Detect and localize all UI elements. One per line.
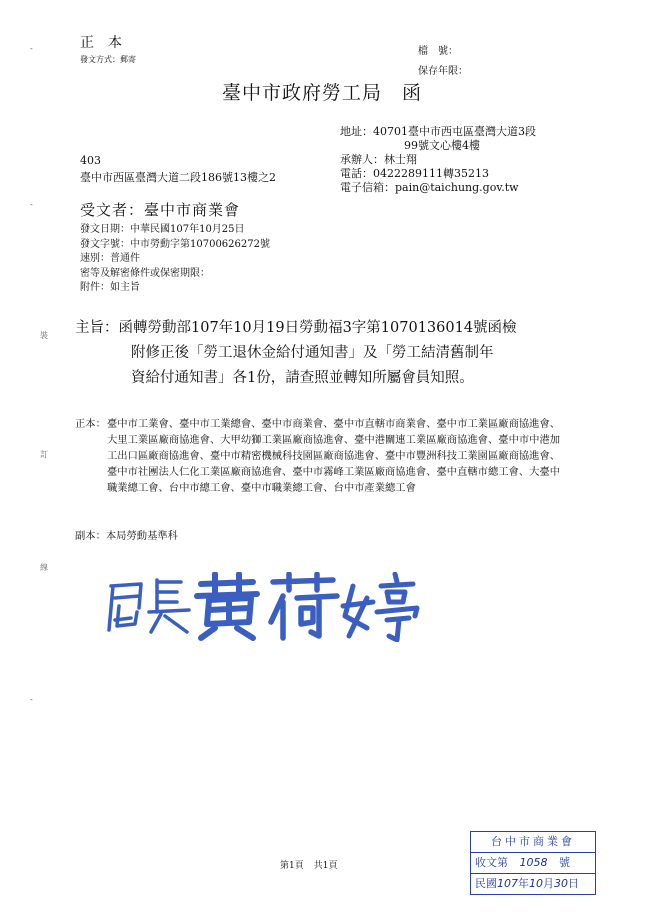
stamp-receipt-no: 1058: [519, 856, 548, 869]
security-level: 密等及解密條件或保密期限：: [80, 267, 210, 279]
address-line1: 地址：40701臺中市西屯區臺灣大道3段: [340, 125, 536, 138]
subject-line: 資給付通知書」各1份，請查照並轉知所屬會員知照。: [131, 370, 474, 386]
main-recipients: [75, 416, 565, 496]
agency-name: 臺中市政府勞工局: [222, 82, 383, 104]
doc-type: 函: [402, 82, 423, 104]
binding-mark: 線: [40, 563, 48, 572]
email: 電子信箱：pain@taichung.gov.tw: [340, 181, 519, 194]
retention-label: 保存年限：: [418, 66, 468, 77]
binding-mark: 裝: [40, 331, 48, 340]
fold-mark: -: [30, 44, 33, 53]
attachment: 附件：如主旨: [80, 282, 140, 294]
stamp-year-unit: 年: [518, 877, 529, 890]
page-footer: [280, 858, 347, 871]
recipient: 受文者：臺中市商業會: [80, 201, 241, 219]
document-title: [222, 78, 422, 105]
speed: 速別：普通件: [80, 253, 140, 265]
page-total: 共1頁: [313, 861, 338, 871]
stamp-day: 30: [554, 877, 568, 890]
contact-block: [340, 125, 536, 195]
stamp-org: 台中市商業會: [471, 832, 595, 853]
page-number: 第1頁: [280, 861, 304, 871]
recipient-address: 臺中市西區臺灣大道二段186號13樓之2: [80, 171, 276, 184]
meta-block: [80, 223, 270, 296]
issue-number: 發文字號：中市勞動字第10700626272號: [80, 238, 270, 250]
fold-mark: -: [30, 200, 33, 209]
main-recipients-label: 正本：: [75, 418, 106, 430]
copy-label: 正本: [80, 35, 136, 51]
binding-mark: 訂: [40, 450, 48, 459]
handler: 承辦人：林士翔: [340, 153, 417, 166]
stamp-date-prefix: 民國: [475, 877, 497, 890]
copy-recipients: 副本：本局勞動基準科: [75, 530, 178, 542]
recipient-zip: 403: [80, 154, 101, 167]
stamp-receipt-number: [471, 853, 595, 874]
stamp-receipt-prefix: 收文第: [475, 856, 508, 869]
signature-text: [105, 572, 110, 573]
address-line2: 99號文心樓4樓: [404, 139, 480, 152]
main-recipients-list: 臺中市工業會、臺中市工業總會、臺中市商業會、臺中市直轄市商業會、臺中市工業區廠商協進會、大里工業區廠商協進會、大甲幼獅工業區廠商協進會、臺中港關連工業區廠商協進會、臺中市中港加工出口區廠商協進會、臺中市精密機械科技園區廠商協進會、臺中市豐洲科技工業園區廠商協進會、臺中市社團法人仁化工業區廠商協進會、臺中市霧峰工業區廠商協進會、臺中直轄市總工會、大臺中職業總工會、台中市總工會、臺中市職業總工會、台中市產業總工會: [107, 418, 561, 494]
receipt-stamp: [470, 831, 596, 895]
issue-date: 發文日期：中華民國107年10月25日: [80, 224, 245, 235]
phone: 電話：0422289111轉35213: [340, 167, 489, 180]
archive-number-label: 檔 號：: [418, 46, 458, 57]
stamp-month: 10: [529, 877, 543, 890]
send-method: 發文方式：郵寄: [80, 55, 136, 64]
signature-brush-strokes: [105, 572, 425, 642]
subject-line: 主旨：函轉勞動部107年10月19日勞動福3字第1070136014號函檢: [75, 320, 517, 336]
subject: [75, 316, 517, 391]
signature: [105, 572, 425, 642]
stamp-year: 107: [497, 877, 518, 890]
fold-mark: -: [30, 695, 33, 704]
stamp-receipt-suffix: 號: [559, 856, 570, 869]
stamp-date: [471, 874, 595, 894]
stamp-month-unit: 月: [543, 877, 554, 890]
stamp-day-unit: 日: [568, 877, 579, 890]
subject-line: 附修正後「勞工退休金給付通知書」及「勞工結清舊制年: [131, 345, 494, 361]
